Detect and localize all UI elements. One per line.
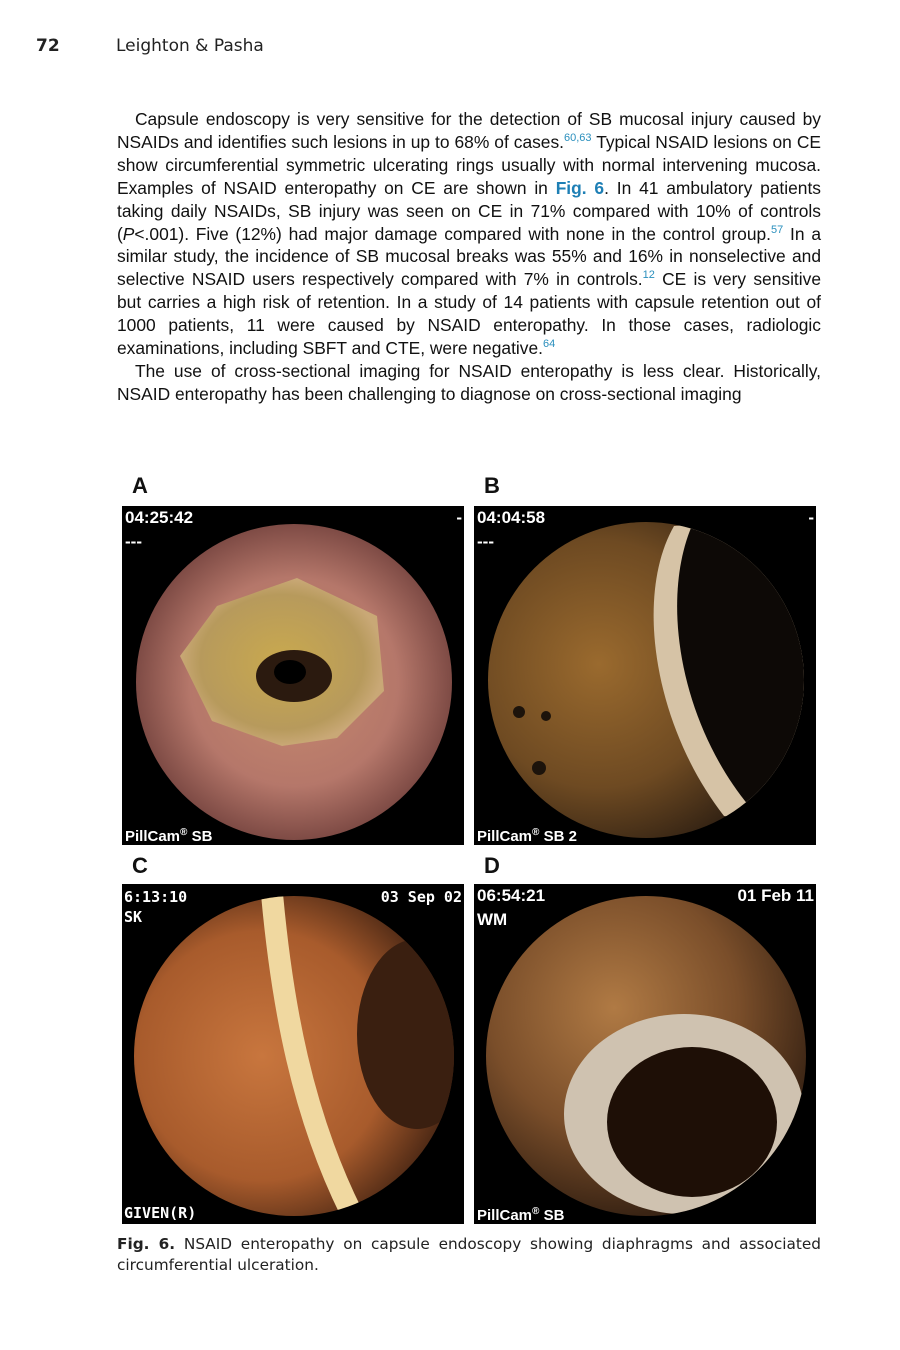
timestamp: 06:54:21 <box>477 886 546 905</box>
panel-label-d: D <box>484 853 500 878</box>
citation-ref: 60,63 <box>564 132 592 145</box>
endoscopy-image-b <box>474 506 816 845</box>
figure-ref: Fig. 6 <box>555 177 605 198</box>
endoscopy-image-a <box>122 506 464 845</box>
body-text <box>117 108 821 406</box>
endoscopy-image-d <box>474 884 816 1224</box>
patient-code: --- <box>477 532 494 551</box>
device-brand: GIVEN(R) <box>124 1204 197 1222</box>
running-head: Leighton & Pasha <box>116 36 264 56</box>
panel-label-c: C <box>132 853 148 878</box>
text-run: CE is very sensitive but carries a high risk of retention. In a study of 14 patients with capsule retention out of 1000 patients, 11 were caused by NSAID enteropathy. In those cases, radiologic examinations, including SBFT and CTE, were negative. <box>117 269 821 359</box>
citation-ref: 57 <box>771 223 784 236</box>
patient-code: --- <box>125 532 142 551</box>
device-brand: PillCam® SB 2 <box>477 827 577 845</box>
text-run: Typical NSAID lesions on CE show circumferential symmetric ulcerating rings usually with normal intervening mucosa. Examples of NSAID enteropathy on CE are shown in <box>117 131 821 198</box>
device-brand: PillCam® SB <box>477 1206 565 1224</box>
caption-text: NSAID enteropathy on capsule endoscopy showing diaphragms and associated circumferential ulceration. <box>117 1235 822 1274</box>
date-field: 01 Feb 11 <box>737 886 814 905</box>
paragraph-2: The use of cross-sectional imaging for NSAID enteropathy is less clear. Historically, NSAID enteropathy has been challenging to diagnose on cross-sectional imaging <box>117 360 821 404</box>
text-run: Capsule endoscopy is very sensitive for the detection of SB mucosal injury caused by NSAIDs and identifies such lesions in up to 68% of cases. <box>117 109 821 152</box>
panel-label-b: B <box>484 473 500 498</box>
date-field: - <box>808 508 814 527</box>
device-brand: PillCam® SB <box>125 827 213 845</box>
text-run: <.001). Five (12%) had major damage compared with none in the control group. <box>134 223 772 244</box>
page-number: 72 <box>36 36 60 56</box>
timestamp: 04:04:58 <box>477 508 546 527</box>
date-field: - <box>456 508 462 527</box>
endoscopy-image-c <box>122 884 464 1224</box>
timestamp: 6:13:10 <box>124 888 188 906</box>
citation-ref: 64 <box>542 338 556 351</box>
italic-run: P <box>122 223 135 244</box>
caption-label: Fig. 6. <box>117 1235 176 1253</box>
text-run: In a similar study, the incidence of SB mucosal breaks was 55% and 16% in nonselective and selective NSAID users respectively compared with 7% in controls. <box>117 223 821 290</box>
panel-label-a: A <box>132 473 148 498</box>
date-field: 03 Sep 02 <box>380 888 462 906</box>
figure-caption <box>117 1234 821 1276</box>
timestamp: 04:25:42 <box>125 508 194 527</box>
patient-code: SK <box>124 908 143 926</box>
paragraph-1 <box>117 108 821 360</box>
citation-ref: 12 <box>642 269 655 282</box>
patient-code: WM <box>477 910 508 929</box>
running-header <box>36 36 264 56</box>
text-run: . In 41 ambulatory patients taking daily NSAIDs, SB injury was seen on CE in 71% compared with 10% of controls ( <box>117 177 821 244</box>
